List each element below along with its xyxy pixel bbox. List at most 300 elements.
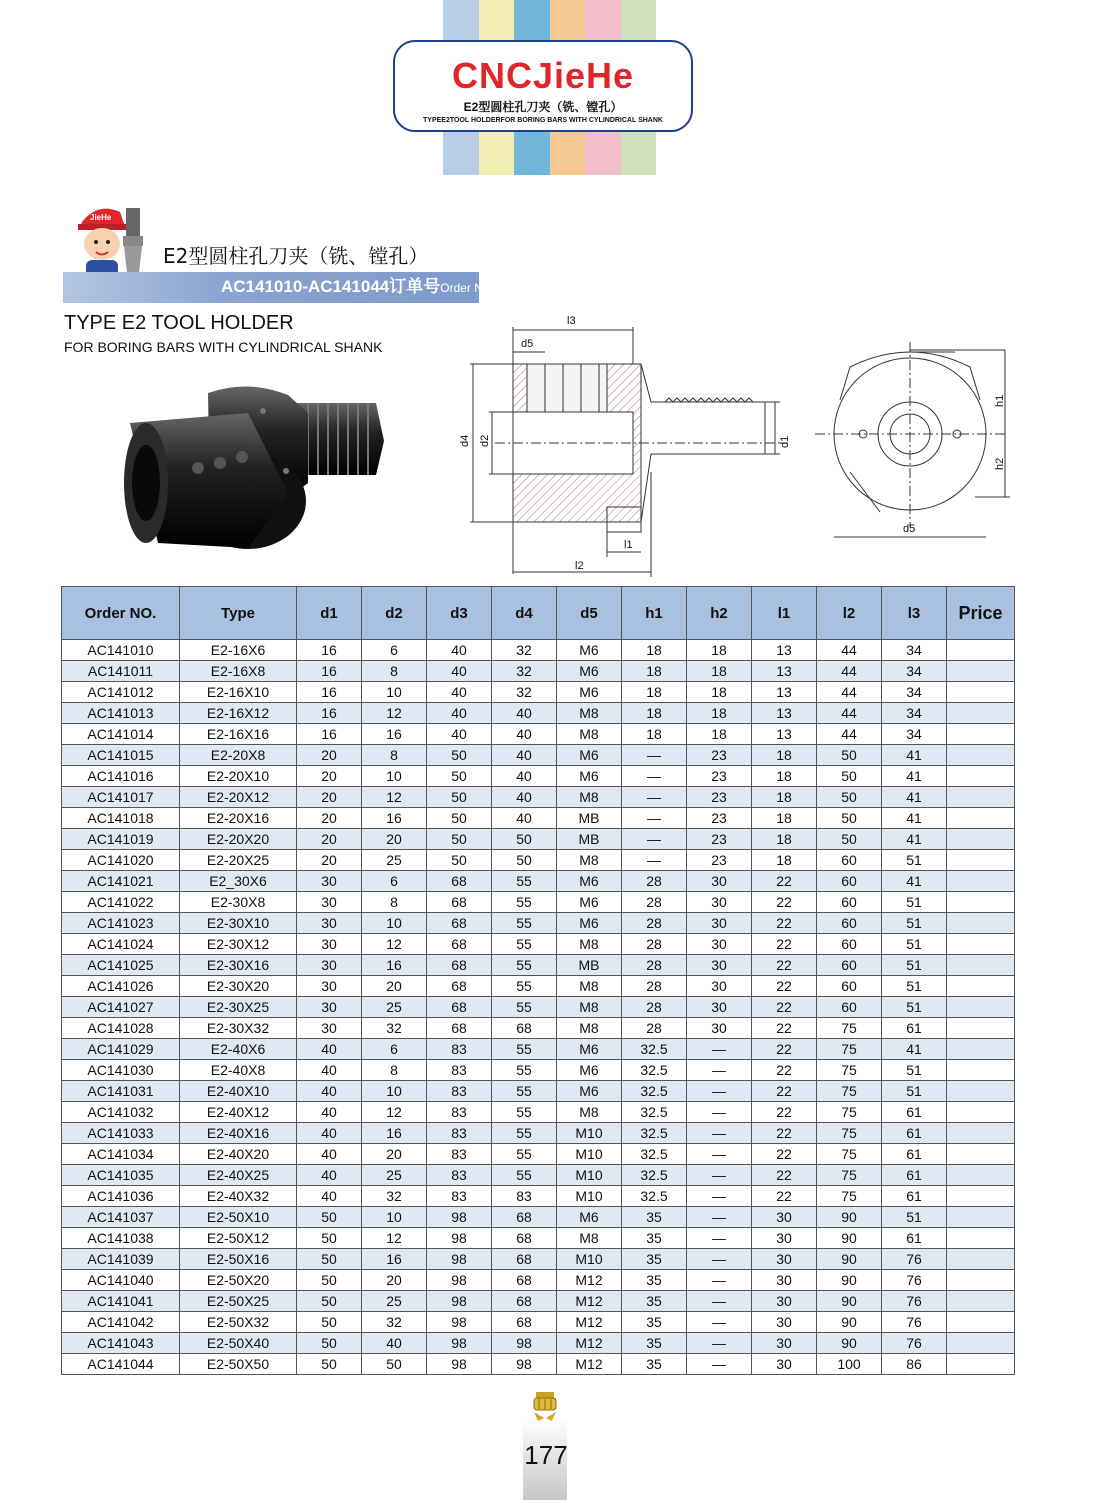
- table-cell: 55: [492, 1144, 557, 1165]
- table-cell: [947, 997, 1015, 1018]
- table-cell: M6: [557, 766, 622, 787]
- table-cell: [947, 955, 1015, 976]
- table-cell: 6: [362, 1039, 427, 1060]
- table-cell: 50: [362, 1354, 427, 1375]
- table-cell: 25: [362, 1291, 427, 1312]
- table-cell: E2-40X10: [180, 1081, 297, 1102]
- table-cell: 55: [492, 1081, 557, 1102]
- table-cell: 28: [622, 976, 687, 997]
- table-cell: 51: [882, 892, 947, 913]
- table-cell: 18: [752, 829, 817, 850]
- table-cell: 6: [362, 640, 427, 661]
- table-cell: MB: [557, 808, 622, 829]
- table-cell: 10: [362, 1207, 427, 1228]
- table-cell: 20: [297, 850, 362, 871]
- table-cell: 18: [687, 640, 752, 661]
- table-cell: 20: [297, 766, 362, 787]
- table-cell: —: [687, 1333, 752, 1354]
- table-row: [62, 682, 1015, 703]
- table-cell: [947, 808, 1015, 829]
- table-cell: M8: [557, 850, 622, 871]
- table-cell: 60: [817, 892, 882, 913]
- table-cell: M8: [557, 724, 622, 745]
- table-cell: [947, 1186, 1015, 1207]
- table-row: [62, 1081, 1015, 1102]
- table-body: [62, 640, 1015, 1375]
- table-cell: E2-16X8: [180, 661, 297, 682]
- table-cell: E2-30X16: [180, 955, 297, 976]
- table-row: [62, 1186, 1015, 1207]
- table-cell: 98: [492, 1333, 557, 1354]
- table-cell: 12: [362, 703, 427, 724]
- table-cell: 23: [687, 787, 752, 808]
- column-header: h2: [687, 587, 752, 640]
- table-cell: 30: [687, 913, 752, 934]
- table-row: [62, 997, 1015, 1018]
- table-row: [62, 724, 1015, 745]
- table-cell: 35: [622, 1249, 687, 1270]
- table-cell: 18: [687, 682, 752, 703]
- table-row: [62, 1270, 1015, 1291]
- table-cell: —: [687, 1144, 752, 1165]
- table-cell: E2-30X12: [180, 934, 297, 955]
- table-row: [62, 871, 1015, 892]
- table-cell: E2-40X32: [180, 1186, 297, 1207]
- table-cell: 12: [362, 1228, 427, 1249]
- table-cell: 30: [752, 1291, 817, 1312]
- table-cell: 83: [427, 1165, 492, 1186]
- table-cell: 18: [687, 703, 752, 724]
- table-cell: 35: [622, 1354, 687, 1375]
- table-cell: 13: [752, 682, 817, 703]
- table-cell: 22: [752, 1039, 817, 1060]
- table-cell: AC141022: [62, 892, 180, 913]
- table-cell: 61: [882, 1123, 947, 1144]
- table-cell: 83: [427, 1102, 492, 1123]
- table-cell: —: [687, 1060, 752, 1081]
- table-cell: E2-40X16: [180, 1123, 297, 1144]
- table-cell: 25: [362, 850, 427, 871]
- table-cell: 76: [882, 1312, 947, 1333]
- table-row: [62, 976, 1015, 997]
- table-cell: 76: [882, 1291, 947, 1312]
- table-cell: 32.5: [622, 1186, 687, 1207]
- table-cell: M6: [557, 1039, 622, 1060]
- table-cell: 32.5: [622, 1144, 687, 1165]
- table-cell: —: [622, 808, 687, 829]
- table-cell: 98: [427, 1354, 492, 1375]
- table-cell: 55: [492, 955, 557, 976]
- table-cell: 8: [362, 1060, 427, 1081]
- table-cell: 23: [687, 808, 752, 829]
- table-cell: 50: [427, 850, 492, 871]
- table-row: [62, 913, 1015, 934]
- table-cell: MB: [557, 829, 622, 850]
- table-row: [62, 1060, 1015, 1081]
- table-cell: 23: [687, 850, 752, 871]
- table-cell: [947, 829, 1015, 850]
- table-cell: 30: [297, 976, 362, 997]
- table-cell: E2-20X12: [180, 787, 297, 808]
- table-cell: 22: [752, 871, 817, 892]
- table-cell: —: [687, 1270, 752, 1291]
- table-cell: M6: [557, 682, 622, 703]
- table-cell: AC141020: [62, 850, 180, 871]
- table-cell: 40: [297, 1039, 362, 1060]
- table-cell: AC141027: [62, 997, 180, 1018]
- table-row: [62, 703, 1015, 724]
- table-cell: 22: [752, 1081, 817, 1102]
- table-cell: 32.5: [622, 1081, 687, 1102]
- table-cell: 30: [752, 1270, 817, 1291]
- table-cell: 40: [297, 1081, 362, 1102]
- page-number: 177: [524, 1440, 568, 1470]
- table-cell: AC141040: [62, 1270, 180, 1291]
- table-cell: 40: [427, 703, 492, 724]
- table-cell: 40: [492, 808, 557, 829]
- table-cell: 10: [362, 913, 427, 934]
- table-cell: 30: [297, 934, 362, 955]
- table-cell: 86: [882, 1354, 947, 1375]
- table-cell: AC141019: [62, 829, 180, 850]
- table-cell: AC141013: [62, 703, 180, 724]
- table-cell: 55: [492, 1039, 557, 1060]
- table-cell: 40: [297, 1060, 362, 1081]
- table-cell: M6: [557, 640, 622, 661]
- table-cell: E2-40X8: [180, 1060, 297, 1081]
- table-cell: 32.5: [622, 1039, 687, 1060]
- table-cell: 83: [427, 1186, 492, 1207]
- table-cell: 51: [882, 997, 947, 1018]
- table-cell: AC141037: [62, 1207, 180, 1228]
- table-cell: 32: [492, 682, 557, 703]
- tool-icon: [530, 1390, 560, 1422]
- table-cell: 20: [362, 829, 427, 850]
- table-cell: AC141031: [62, 1081, 180, 1102]
- table-cell: 32.5: [622, 1123, 687, 1144]
- table-cell: 40: [297, 1186, 362, 1207]
- table-cell: [947, 1291, 1015, 1312]
- table-cell: 50: [297, 1249, 362, 1270]
- table-cell: [947, 640, 1015, 661]
- table-cell: 41: [882, 808, 947, 829]
- table-cell: 98: [427, 1228, 492, 1249]
- table-cell: 30: [297, 913, 362, 934]
- table-cell: 98: [427, 1312, 492, 1333]
- table-cell: 32: [362, 1312, 427, 1333]
- table-cell: AC141011: [62, 661, 180, 682]
- table-cell: 100: [817, 1354, 882, 1375]
- table-row: [62, 1249, 1015, 1270]
- table-cell: 40: [362, 1333, 427, 1354]
- table-cell: 25: [362, 997, 427, 1018]
- table-cell: 41: [882, 829, 947, 850]
- table-cell: E2-40X25: [180, 1165, 297, 1186]
- table-cell: 90: [817, 1291, 882, 1312]
- table-cell: 68: [492, 1249, 557, 1270]
- table-cell: 12: [362, 787, 427, 808]
- table-cell: 8: [362, 892, 427, 913]
- table-cell: [947, 1018, 1015, 1039]
- table-row: [62, 1018, 1015, 1039]
- brand-subtitle-en: TYPEE2TOOL HOLDERFOR BORING BARS WITH CYLINDRICAL SHANK: [423, 117, 663, 124]
- table-cell: 16: [362, 1123, 427, 1144]
- column-header: l2: [817, 587, 882, 640]
- table-cell: —: [687, 1312, 752, 1333]
- table-cell: 50: [492, 850, 557, 871]
- table-cell: 18: [622, 640, 687, 661]
- table-cell: M12: [557, 1270, 622, 1291]
- table-cell: 10: [362, 766, 427, 787]
- table-cell: 22: [752, 892, 817, 913]
- table-cell: 34: [882, 724, 947, 745]
- table-cell: [947, 1081, 1015, 1102]
- table-cell: 90: [817, 1228, 882, 1249]
- table-cell: E2-20X10: [180, 766, 297, 787]
- table-cell: E2-20X16: [180, 808, 297, 829]
- table-row: [62, 1354, 1015, 1375]
- table-cell: 34: [882, 661, 947, 682]
- column-header: d3: [427, 587, 492, 640]
- table-cell: —: [687, 1165, 752, 1186]
- table-cell: 50: [817, 745, 882, 766]
- table-cell: 83: [427, 1060, 492, 1081]
- table-cell: 50: [297, 1228, 362, 1249]
- table-row: [62, 892, 1015, 913]
- table-cell: 55: [492, 997, 557, 1018]
- table-cell: 10: [362, 682, 427, 703]
- table-cell: 16: [297, 682, 362, 703]
- table-row: [62, 1123, 1015, 1144]
- table-cell: 30: [297, 892, 362, 913]
- table-cell: 16: [362, 808, 427, 829]
- table-cell: 16: [297, 724, 362, 745]
- table-cell: [947, 661, 1015, 682]
- table-cell: 50: [427, 766, 492, 787]
- mascot-cap-text: JieHe: [90, 213, 112, 222]
- label-d5-bottom: d5: [903, 523, 916, 535]
- label-d1: d1: [779, 435, 791, 448]
- table-cell: [947, 1102, 1015, 1123]
- table-cell: 23: [687, 766, 752, 787]
- table-cell: 32.5: [622, 1165, 687, 1186]
- table-cell: 68: [492, 1228, 557, 1249]
- table-cell: M8: [557, 1228, 622, 1249]
- table-cell: [947, 1165, 1015, 1186]
- table-cell: AC141036: [62, 1186, 180, 1207]
- table-cell: 50: [427, 745, 492, 766]
- table-cell: AC141012: [62, 682, 180, 703]
- type-title: TYPE E2 TOOL HOLDER: [64, 312, 294, 334]
- table-cell: M6: [557, 892, 622, 913]
- table-cell: 30: [752, 1333, 817, 1354]
- table-cell: E2-50X16: [180, 1249, 297, 1270]
- table-cell: AC141017: [62, 787, 180, 808]
- table-cell: —: [622, 787, 687, 808]
- table-cell: 28: [622, 913, 687, 934]
- label-h2: h2: [994, 457, 1006, 470]
- table-cell: AC141035: [62, 1165, 180, 1186]
- table-cell: 30: [687, 1018, 752, 1039]
- table-cell: 35: [622, 1291, 687, 1312]
- table-cell: AC141030: [62, 1060, 180, 1081]
- table-cell: —: [687, 1186, 752, 1207]
- table-cell: 40: [427, 661, 492, 682]
- table-cell: M6: [557, 1081, 622, 1102]
- table-cell: 18: [752, 850, 817, 871]
- table-cell: 83: [427, 1081, 492, 1102]
- table-cell: 12: [362, 934, 427, 955]
- table-cell: E2-40X12: [180, 1102, 297, 1123]
- table-cell: 41: [882, 745, 947, 766]
- table-cell: AC141021: [62, 871, 180, 892]
- table-cell: 55: [492, 1102, 557, 1123]
- table-cell: AC141015: [62, 745, 180, 766]
- table-cell: 83: [492, 1186, 557, 1207]
- table-cell: 30: [752, 1312, 817, 1333]
- order-range: AC141010-AC141044订单号: [221, 277, 441, 296]
- table-cell: 55: [492, 934, 557, 955]
- table-cell: [947, 892, 1015, 913]
- column-header: d4: [492, 587, 557, 640]
- table-cell: M8: [557, 934, 622, 955]
- table-cell: 30: [687, 892, 752, 913]
- table-cell: 25: [362, 1165, 427, 1186]
- table-cell: [947, 850, 1015, 871]
- table-cell: E2-50X25: [180, 1291, 297, 1312]
- table-cell: 60: [817, 955, 882, 976]
- table-cell: E2-50X10: [180, 1207, 297, 1228]
- table-cell: 75: [817, 1039, 882, 1060]
- table-cell: 18: [687, 661, 752, 682]
- table-cell: 75: [817, 1186, 882, 1207]
- table-cell: 32: [362, 1186, 427, 1207]
- column-header: h1: [622, 587, 687, 640]
- table-cell: M6: [557, 871, 622, 892]
- table-cell: 22: [752, 1123, 817, 1144]
- column-header: l1: [752, 587, 817, 640]
- table-cell: [947, 682, 1015, 703]
- table-cell: 51: [882, 1060, 947, 1081]
- table-cell: [947, 913, 1015, 934]
- table-cell: 40: [492, 766, 557, 787]
- table-cell: [947, 871, 1015, 892]
- table-cell: 51: [882, 1081, 947, 1102]
- table-cell: 61: [882, 1018, 947, 1039]
- table-cell: 60: [817, 934, 882, 955]
- table-cell: 51: [882, 934, 947, 955]
- table-cell: 61: [882, 1144, 947, 1165]
- table-cell: —: [622, 745, 687, 766]
- table-cell: 41: [882, 871, 947, 892]
- table-cell: 75: [817, 1018, 882, 1039]
- table-cell: 18: [752, 745, 817, 766]
- table-cell: 32.5: [622, 1060, 687, 1081]
- table-row: [62, 808, 1015, 829]
- table-cell: M6: [557, 1207, 622, 1228]
- table-row: [62, 1333, 1015, 1354]
- table-cell: 51: [882, 913, 947, 934]
- table-cell: AC141034: [62, 1144, 180, 1165]
- table-cell: [947, 1144, 1015, 1165]
- table-cell: [947, 1354, 1015, 1375]
- table-cell: M10: [557, 1186, 622, 1207]
- table-cell: 41: [882, 787, 947, 808]
- table-cell: AC141028: [62, 1018, 180, 1039]
- table-cell: 61: [882, 1186, 947, 1207]
- table-row: [62, 1228, 1015, 1249]
- table-cell: 60: [817, 997, 882, 1018]
- table-cell: E2-30X20: [180, 976, 297, 997]
- table-cell: 98: [427, 1270, 492, 1291]
- table-cell: 35: [622, 1333, 687, 1354]
- table-cell: 40: [427, 640, 492, 661]
- label-l3: l3: [567, 315, 576, 327]
- table-cell: 75: [817, 1123, 882, 1144]
- table-cell: 30: [752, 1249, 817, 1270]
- table-cell: E2-50X32: [180, 1312, 297, 1333]
- table-cell: 75: [817, 1060, 882, 1081]
- column-header: Type: [180, 587, 297, 640]
- table-row: [62, 955, 1015, 976]
- table-cell: E2-20X8: [180, 745, 297, 766]
- table-cell: AC141025: [62, 955, 180, 976]
- table-cell: 22: [752, 1186, 817, 1207]
- table-cell: 55: [492, 871, 557, 892]
- table-cell: AC141026: [62, 976, 180, 997]
- table-cell: 55: [492, 913, 557, 934]
- table-cell: 41: [882, 1039, 947, 1060]
- table-cell: 68: [492, 1291, 557, 1312]
- table-cell: 50: [297, 1291, 362, 1312]
- table-cell: M10: [557, 1144, 622, 1165]
- table-cell: M10: [557, 1165, 622, 1186]
- table-cell: 18: [622, 661, 687, 682]
- table-cell: 75: [817, 1081, 882, 1102]
- table-cell: 34: [882, 640, 947, 661]
- table-cell: 50: [297, 1333, 362, 1354]
- label-l2: l2: [575, 560, 584, 572]
- table-cell: 40: [297, 1123, 362, 1144]
- table-cell: 16: [297, 640, 362, 661]
- spec-table: [61, 586, 1015, 1375]
- table-cell: M8: [557, 787, 622, 808]
- table-row: [62, 1144, 1015, 1165]
- table-cell: 50: [427, 808, 492, 829]
- table-cell: —: [687, 1081, 752, 1102]
- table-cell: [947, 1270, 1015, 1291]
- table-cell: 30: [297, 997, 362, 1018]
- table-cell: 18: [622, 703, 687, 724]
- table-cell: E2-40X6: [180, 1039, 297, 1060]
- table-cell: 98: [427, 1291, 492, 1312]
- table-cell: 68: [492, 1018, 557, 1039]
- table-cell: 40: [297, 1102, 362, 1123]
- table-cell: —: [622, 766, 687, 787]
- label-h1: h1: [994, 394, 1006, 407]
- table-cell: —: [687, 1354, 752, 1375]
- table-cell: 35: [622, 1312, 687, 1333]
- table-cell: 55: [492, 892, 557, 913]
- table-cell: 40: [427, 724, 492, 745]
- table-cell: 22: [752, 976, 817, 997]
- label-d5-top: d5: [521, 338, 534, 350]
- table-cell: [947, 1123, 1015, 1144]
- table-cell: 50: [297, 1270, 362, 1291]
- table-cell: 68: [492, 1312, 557, 1333]
- brand-name: CNCJieHe: [451, 55, 635, 96]
- table-cell: [947, 724, 1015, 745]
